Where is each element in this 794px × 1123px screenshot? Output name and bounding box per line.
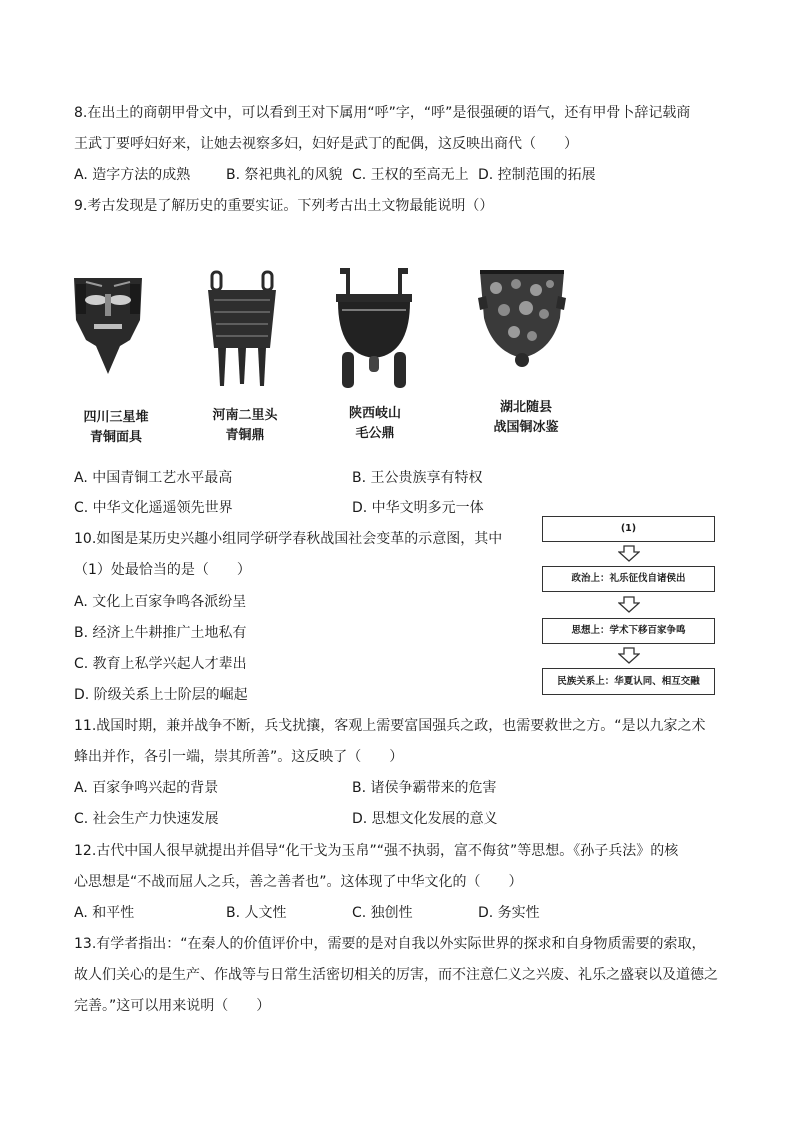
q8-option-a: A. 造字方法的成熟 bbox=[74, 167, 191, 183]
artifact-caption-line: 毛公鼎 bbox=[355, 426, 395, 441]
q9-option-b: B. 王公贵族享有特权 bbox=[352, 470, 483, 486]
artifact-caption-line: 河南二里头 bbox=[212, 408, 278, 423]
q10-stem-line2: （1）处最恰当的是（ ） bbox=[74, 562, 251, 578]
q9-option-d: D. 中华文明多元一体 bbox=[352, 500, 484, 516]
bronze-ice-vessel-icon bbox=[474, 262, 570, 368]
q8-stem-line1: 8.在出土的商朝甲骨文中，可以看到王对下属用“呼”字，“呼”是很强硬的语气，还有甲骨卜辞记载商 bbox=[74, 105, 691, 121]
q13-stem-line2: 故人们关心的是生产、作战等与日常生活密切相关的厉害，而不注意仁义之兴废、礼乐之盛衰以及道德之 bbox=[74, 967, 718, 983]
q12-option-c: C. 独创性 bbox=[352, 905, 413, 921]
down-arrow-icon bbox=[618, 596, 640, 617]
q10-option-b: B. 经济上牛耕推广土地私有 bbox=[74, 625, 247, 641]
q12-option-a: A. 和平性 bbox=[74, 905, 135, 921]
artifact-caption-line: 战国铜冰鉴 bbox=[493, 420, 559, 435]
artifact-caption-erlitou bbox=[200, 406, 290, 446]
q13-stem-line1: 13.有学者指出：“在秦人的价值评价中，需要的是对自我以外实际世界的探求和自身物质需要的索取， bbox=[74, 936, 706, 952]
artifact-caption-sanxingdui bbox=[72, 408, 160, 448]
q12-option-b: B. 人文性 bbox=[226, 905, 287, 921]
q10-option-a: A. 文化上百家争鸣各派纷呈 bbox=[74, 594, 247, 610]
diagram-box-blank: (1) bbox=[542, 516, 715, 542]
q8-stem-line2: 王武丁要呼妇好来，让她去视察多妇，妇好是武丁的配偶，这反映出商代（ ） bbox=[74, 136, 578, 152]
q10-option-c: C. 教育上私学兴起人才辈出 bbox=[74, 656, 247, 672]
q12-stem-line1: 12.古代中国人很早就提出并倡导“化干戈为玉帛”“强不执弱，富不侮贫”等思想。《孙子兵法》的核 bbox=[74, 843, 679, 859]
q9-option-c: C. 中华文化遥遥领先世界 bbox=[74, 500, 233, 516]
q11-option-c: C. 社会生产力快速发展 bbox=[74, 811, 219, 827]
artifact-caption-line: 陕西岐山 bbox=[348, 406, 401, 421]
q10-stem-line1: 10.如图是某历史兴趣小组同学研学春秋战国社会变革的示意图，其中 bbox=[74, 531, 503, 547]
diagram-box-thought: 思想上：学术下移百家争鸣 bbox=[542, 618, 715, 644]
artifact-caption-suixian bbox=[474, 398, 578, 438]
q12-option-d: D. 务实性 bbox=[478, 905, 540, 921]
q8-option-d: D. 控制范围的拓展 bbox=[478, 167, 596, 183]
q11-option-d: D. 思想文化发展的意义 bbox=[352, 811, 498, 827]
q8-option-c: C. 王权的至高无上 bbox=[352, 167, 469, 183]
q11-option-b: B. 诸侯争霸带来的危害 bbox=[352, 780, 497, 796]
artifact-caption-qishan bbox=[330, 404, 420, 444]
artifact-caption-line: 青铜鼎 bbox=[225, 428, 265, 443]
artifact-caption-line: 青铜面具 bbox=[89, 430, 142, 445]
diagram-box-ethnic: 民族关系上：华夏认同、相互交融 bbox=[542, 668, 715, 695]
q12-stem-line2: 心思想是“不战而屈人之兵，善之善者也”。这体现了中华文化的（ ） bbox=[74, 874, 523, 890]
q10-option-d: D. 阶级关系上士阶层的崛起 bbox=[74, 687, 248, 703]
q9-option-a: A. 中国青铜工艺水平最高 bbox=[74, 470, 233, 486]
q9-stem: 9.考古发现是了解历史的重要实证。下列考古出土文物最能说明（） bbox=[74, 198, 494, 214]
artifact-caption-line: 四川三星堆 bbox=[83, 410, 149, 425]
down-arrow-icon bbox=[618, 647, 640, 668]
bronze-ding-icon bbox=[204, 268, 280, 390]
q8-option-b: B. 祭祀典礼的风貌 bbox=[226, 167, 343, 183]
artifact-caption-line: 湖北随县 bbox=[499, 400, 552, 415]
down-arrow-icon bbox=[618, 545, 640, 566]
q13-stem-line3: 完善。”这可以用来说明（ ） bbox=[74, 998, 271, 1014]
q11-option-a: A. 百家争鸣兴起的背景 bbox=[74, 780, 219, 796]
diagram-box-politics: 政治上：礼乐征伐自诸侯出 bbox=[542, 566, 715, 592]
maogong-ding-icon bbox=[334, 264, 414, 394]
q11-stem-line2: 蜂出并作，各引一端，崇其所善”。这反映了（ ） bbox=[74, 749, 404, 765]
bronze-mask-icon bbox=[70, 270, 146, 382]
q11-stem-line1: 11.战国时期，兼并战争不断，兵戈扰攘，客观上需要富国强兵之政，也需要救世之方。“是以九家之术 bbox=[74, 718, 706, 734]
